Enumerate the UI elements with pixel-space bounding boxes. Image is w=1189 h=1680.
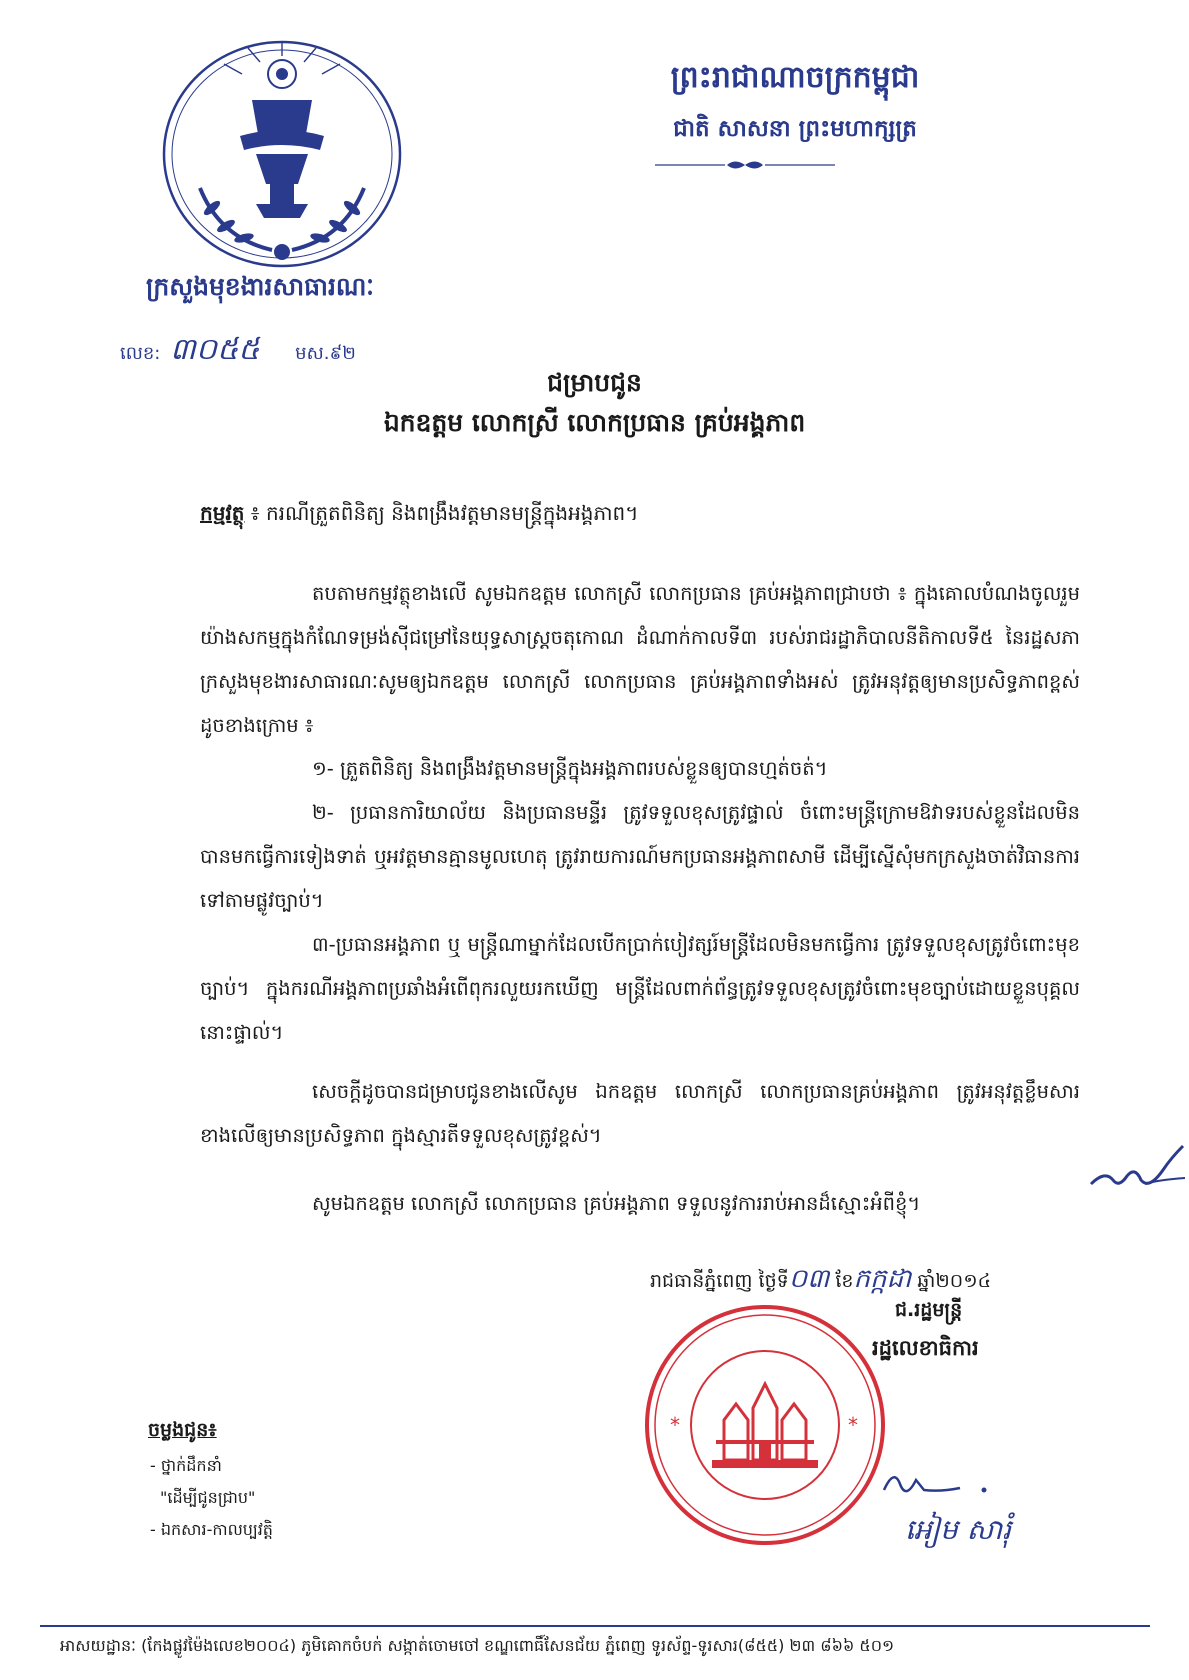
for-minister-label: ជ.រដ្ឋមន្ត្រី [895, 1299, 963, 1321]
date-prefix: រាជធានីភ្នំពេញ ថ្ងៃទី [650, 1270, 789, 1292]
kingdom-title: ព្រះរាជាណាចក្រកម្ពុជា [670, 60, 920, 95]
ministry-name: ក្រសួងមុខងារសាធារណៈ [145, 272, 375, 301]
copies-item: - ឯកសារ-កាលប្បវត្តិ [150, 1520, 273, 1539]
list-item-2: ២- ប្រធានការិយាល័យ និងប្រធានមន្ទីរ ត្រូវទទួលខុសត្រូវផ្ទាល់ ចំពោះមន្ត្រីក្រោមឱវាទរបស់ខ្លួនដែលមិនបានមកធ្វើការទៀងទាត់ ឬអវត្តមានគ្មានមូលហេតុ ត្រូវរាយការណ៍មកប្រធានអង្គភាពសាមី ដើម្បីស្នើសុំមកក្រសួងចាត់វិធានការទៅតាមផ្លូវច្បាប់។ [200, 801, 1080, 912]
subject-line [200, 500, 638, 530]
date-month-label: ខែ [835, 1270, 854, 1292]
signatory-title: រដ្ឋលេខាធិការ [872, 1336, 979, 1360]
addressee-heading: ជម្រាបជូន [547, 368, 642, 397]
addressee-recipients: ឯកឧត្តម លោកស្រី លោកប្រធាន គ្រប់អង្គភាព [383, 408, 806, 437]
closing-paragraph-1 [200, 1070, 1080, 1158]
subject-text: ៖ ករណីត្រួតពិនិត្យ និងពង្រឹងវត្តមានមន្ត្រីក្នុងអង្គភាព។ [250, 501, 639, 525]
closing-text-1: សេចក្តីដូចបានជម្រាបជូនខាងលើសូម ឯកឧត្តម លោកស្រី លោកប្រធានគ្រប់អង្គភាព ត្រូវអនុវត្តខ្លឹមសារខាងលើឲ្យមានប្រសិទ្ធភាព ក្នុងស្មារតីទទួលខុសត្រូវខ្ពស់។ [200, 1080, 1080, 1147]
initials-signature-mark [1085, 1140, 1189, 1200]
intro-paragraph: តបតាមកម្មវត្ថុខាងលើ សូមឯកឧត្តម លោកស្រី លោកប្រធាន គ្រប់អង្គភាពជ្រាបថា ៖ ក្នុងគោលបំណងចូលរួមយ៉ាងសកម្មក្នុងកំណែទម្រង់ស៊ីជម្រៅនៃយុទ្ធសាស្ត្រចតុកោណ ដំណាក់កាលទី៣ របស់រាជរដ្ឋាភិបាលនីតិកាលទី៥ នៃរដ្ឋសភា ក្រសួងមុខងារសាធារណៈសូមឲ្យឯកឧត្តម លោកស្រី លោកប្រធាន គ្រប់អង្គភាពទាំងអស់ ត្រូវអនុវត្តឲ្យមានប្រសិទ្ធភាពខ្ពស់ ដូចខាងក្រោម ៖ [200, 582, 1080, 737]
closing-paragraph-2 [200, 1182, 1080, 1226]
footer-divider [40, 1625, 1150, 1627]
closing-text-2: សូមឯកឧត្តម លោកស្រី លោកប្រធាន គ្រប់អង្គភាព ទទួលនូវការរាប់អានដ៏ស្មោះអំពីខ្ញុំ។ [312, 1192, 921, 1215]
subject-label: កម្មវត្ថុ [200, 501, 245, 525]
copies-item: "ដើម្បីជូនជ្រាប" [160, 1488, 256, 1507]
date-day: ០៣ [788, 1264, 830, 1294]
signer-name: អៀម សារុំ [905, 1513, 1012, 1546]
ornament-divider [655, 158, 835, 172]
svg-text:*: * [670, 1413, 680, 1437]
list-item-3: ៣-ប្រធានអង្គភាព ឬ មន្ត្រីណាម្នាក់ដែលបើកប្រាក់បៀវត្សរ៍មន្ត្រីដែលមិនមកធ្វើការ ត្រូវទទួលខុសត្រូវចំពោះមុខច្បាប់។ ក្នុងករណីអង្គភាពប្រឆាំងអំពើពុករលួយរកឃើញ មន្ត្រីដែលពាក់ព័ន្ធត្រូវទទួលខុសត្រូវចំពោះមុខច្បាប់ដោយខ្លួនបុគ្គលនោះផ្ទាល់។ [200, 933, 1080, 1044]
copies-list [150, 1450, 273, 1546]
list-item-1: ១- ត្រួតពិនិត្យ និងពង្រឹងវត្តមានមន្ត្រីក្នុងអង្គភាពរបស់ខ្លួនឲ្យបានហ្មត់ចត់។ [312, 757, 828, 780]
body-intro [200, 572, 1080, 748]
footer-address: អាសយដ្ឋានៈ (កែងផ្លូវម៉ៃងលេខ២០០៤) ភូមិគោកចំបក់ សង្កាត់ចោមចៅ ខណ្ឌពោធិ៍សែនជ័យ ភ្នំពេញ ទូរស័ព្ទ-ទូរសារ(៨៥៥) ២៣ ៨៦៦ ៥០១ [60, 1636, 895, 1655]
national-motto: ជាតិ សាសនា ព្រះមហាក្សត្រ [673, 115, 917, 142]
ref-suffix: មស.៩២ [295, 343, 356, 364]
svg-text:*: * [848, 1413, 858, 1437]
main-signature-stroke [880, 1460, 990, 1515]
copies-item: - ថ្នាក់ដឹកនាំ [150, 1456, 222, 1475]
ref-label: លេខ: [120, 343, 161, 364]
official-seal [640, 1300, 890, 1550]
copies-title: ចម្លងជូន៖ [148, 1419, 217, 1441]
ref-number: ៣០៥៥ [170, 332, 260, 367]
place-date-line [650, 1262, 991, 1300]
date-month: កក្កដា [853, 1264, 912, 1294]
ministry-emblem [160, 38, 405, 270]
date-year: ឆ្នាំ២០១៤ [917, 1270, 992, 1292]
body-list [200, 747, 1080, 1055]
